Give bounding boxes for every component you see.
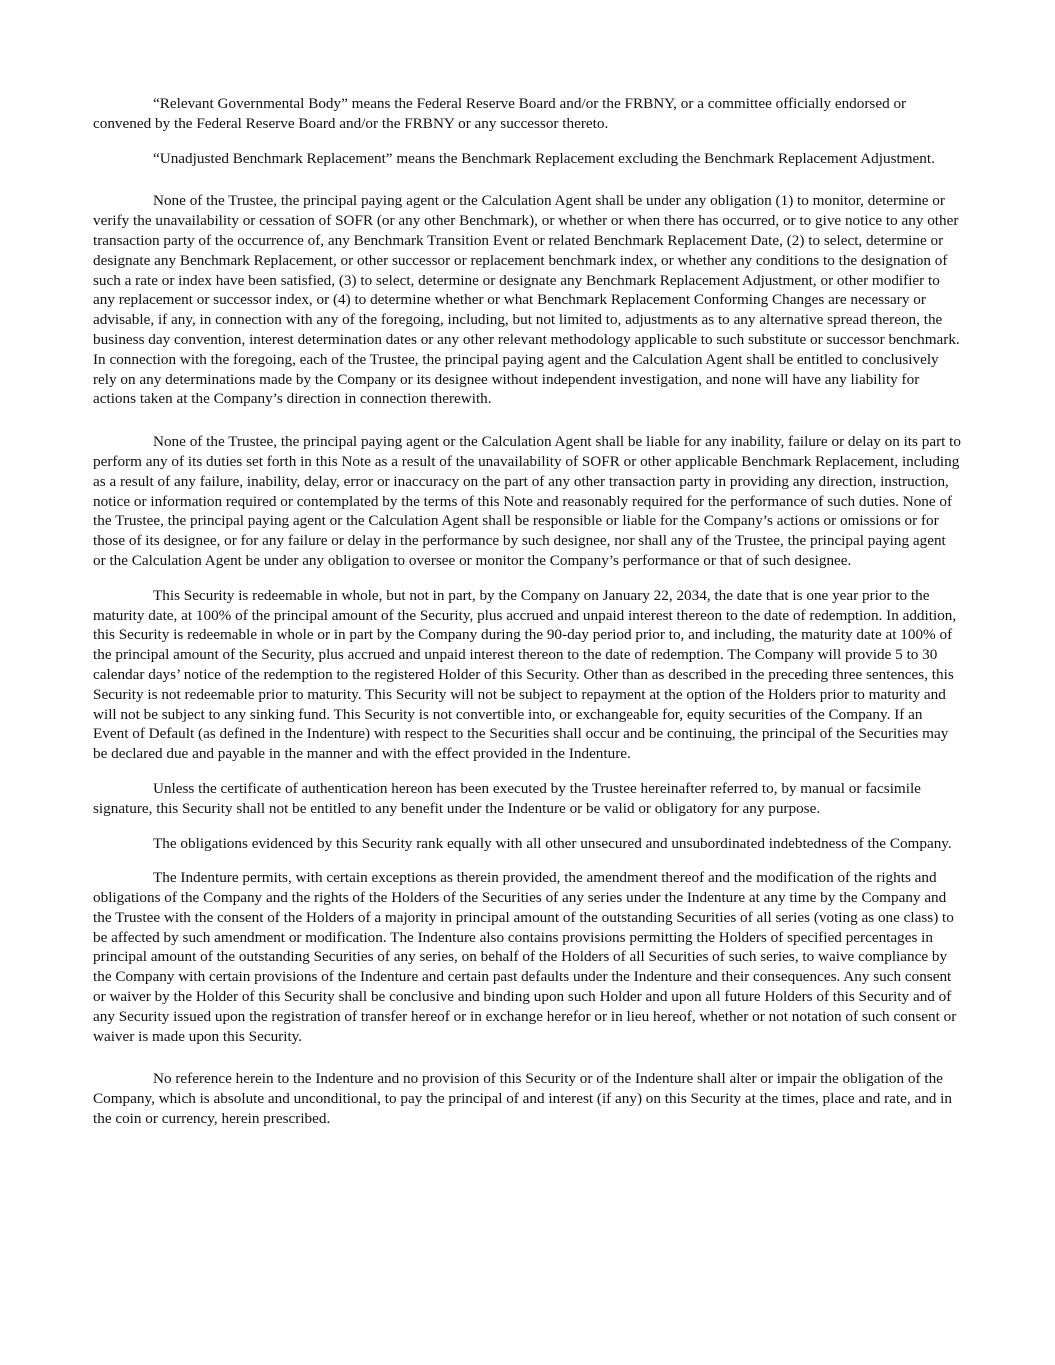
paragraph-indenture-amendment: The Indenture permits, with certain exceptions as therein provided, the amendment thereof and the modification of the rights and obligations of the Company and the rights of the Holders of the Securities of any series under the Indenture at any time by the Company and the Trustee with the consent of the Holders of a majority in principal amount of the outstanding Securities of all series (voting as one class) to be affected by such amendment or modification. The Indenture also contains provisions permitting the Holders of specified percentages in principal amount of the outstanding Securities of any series, on behalf of the Holders of all Securities of such series, to waive compliance by the Company with certain provisions of the Indenture and certain past defaults under the Indenture and their consequences. Any such consent or waiver by the Holder of this Security shall be conclusive and binding upon such Holder and upon all future Holders of this Security and of any Security issued upon the registration of transfer hereof or in exchange herefor or in lieu hereof, whether or not notation of such consent or waiver is made upon this Security. xyxy=(93,869,957,1045)
document-page xyxy=(93,94,961,1129)
paragraph-certificate-of-authentication: Unless the certificate of authentication hereon has been executed by the Trustee hereinafter referred to, by manual or facsimile signature, this Security shall not be entitled to any benefit under the Indenture or be valid or obligatory for any purpose. xyxy=(93,779,921,817)
paragraph-trustee-no-obligation: None of the Trustee, the principal paying agent or the Calculation Agent shall be under any obligation (1) to monitor, determine or verify the unavailability or cessation of SOFR (or any other Benchmark), or whether or when there has occurred, or to give notice to any other transaction party of the occurrence of, any Benchmark Transition Event or related Benchmark Replacement Date, (2) to select, determine or designate any Benchmark Replacement, or other successor or replacement benchmark index, or whether any conditions to the designation of such a rate or index have been satisfied, (3) to select, determine or designate any Benchmark Replacement Adjustment, or other modifier to any replacement or successor index, or (4) to determine whether or what Benchmark Replacement Conforming Changes are necessary or advisable, if any, in connection with any of the foregoing, including, but not limited to, adjustments as to any alternative spread thereon, the business day convention, interest determination dates or any other relevant methodology applicable to such substitute or successor benchmark. In connection with the foregoing, each of the Trustee, the principal paying agent and the Calculation Agent shall be entitled to conclusively rely on any determinations made by the Company or its designee without independent investigation, and none will have any liability for actions taken at the Company’s direction in connection therewith. xyxy=(93,192,960,408)
paragraph-redemption: This Security is redeemable in whole, but not in part, by the Company on January 22, 2034, the date that is one year prior to the maturity date, at 100% of the principal amount of the Security, plus accrued and unpaid interest thereon to the date of redemption. In addition, this Security is redeemable in whole or in part by the Company during the 90-day period prior to, and including, the maturity date at 100% of the principal amount of the Security, plus accrued and unpaid interest thereon to the date of redemption. The Company will provide 5 to 30 calendar days’ notice of the redemption to the registered Holder of this Security. Other than as described in the preceding three sentences, this Security is not redeemable prior to maturity. This Security will not be subject to repayment at the option of the Holders prior to maturity and will not be subject to any sinking fund. This Security is not convertible into, or exchangeable for, equity securities of the Company. If an Event of Default (as defined in the Indenture) with respect to the Securities shall occur and be continuing, the principal of the Securities may be declared due and payable in the manner and with the effect provided in the Indenture. xyxy=(93,586,957,763)
paragraph-unadjusted-benchmark-replacement: “Unadjusted Benchmark Replacement” means the Benchmark Replacement excluding the Benchmark Replacement Adjustment. xyxy=(153,149,935,167)
paragraph-no-impairment: No reference herein to the Indenture and no provision of this Security or of the Indenture shall alter or impair the obligation of the Company, which is absolute and unconditional, to pay the principal of and interest (if any) on this Security at the times, place and rate, and in the coin or currency, herein prescribed. xyxy=(93,1070,952,1128)
paragraph-relevant-governmental-body: “Relevant Governmental Body” means the Federal Reserve Board and/or the FRBNY, or a committee officially endorsed or convened by the Federal Reserve Board and/or the FRBNY or any successor thereto. xyxy=(93,95,907,132)
paragraph-ranking: The obligations evidenced by this Security rank equally with all other unsecured and unsubordinated indebtedness of the Company. xyxy=(153,834,952,852)
paragraph-trustee-no-liability: None of the Trustee, the principal paying agent or the Calculation Agent shall be liable for any inability, failure or delay on its part to perform any of its duties set forth in this Note as a result of the unavailability of SOFR or other applicable Benchmark Replacement, including as a result of any failure, inability, delay, error or inaccuracy on the part of any other transaction party in providing any direction, instruction, notice or information required or contemplated by the terms of this Note and reasonably required for the performance of such duties. None of the Trustee, the principal paying agent or the Calculation Agent shall be responsible or liable for the Company’s actions or omissions or for those of its designee, or for any failure or delay in the performance by such designee, nor shall any of the Trustee, the principal paying agent or the Calculation Agent be under any obligation to oversee or monitor the Company’s performance or that of such designee. xyxy=(93,433,961,569)
